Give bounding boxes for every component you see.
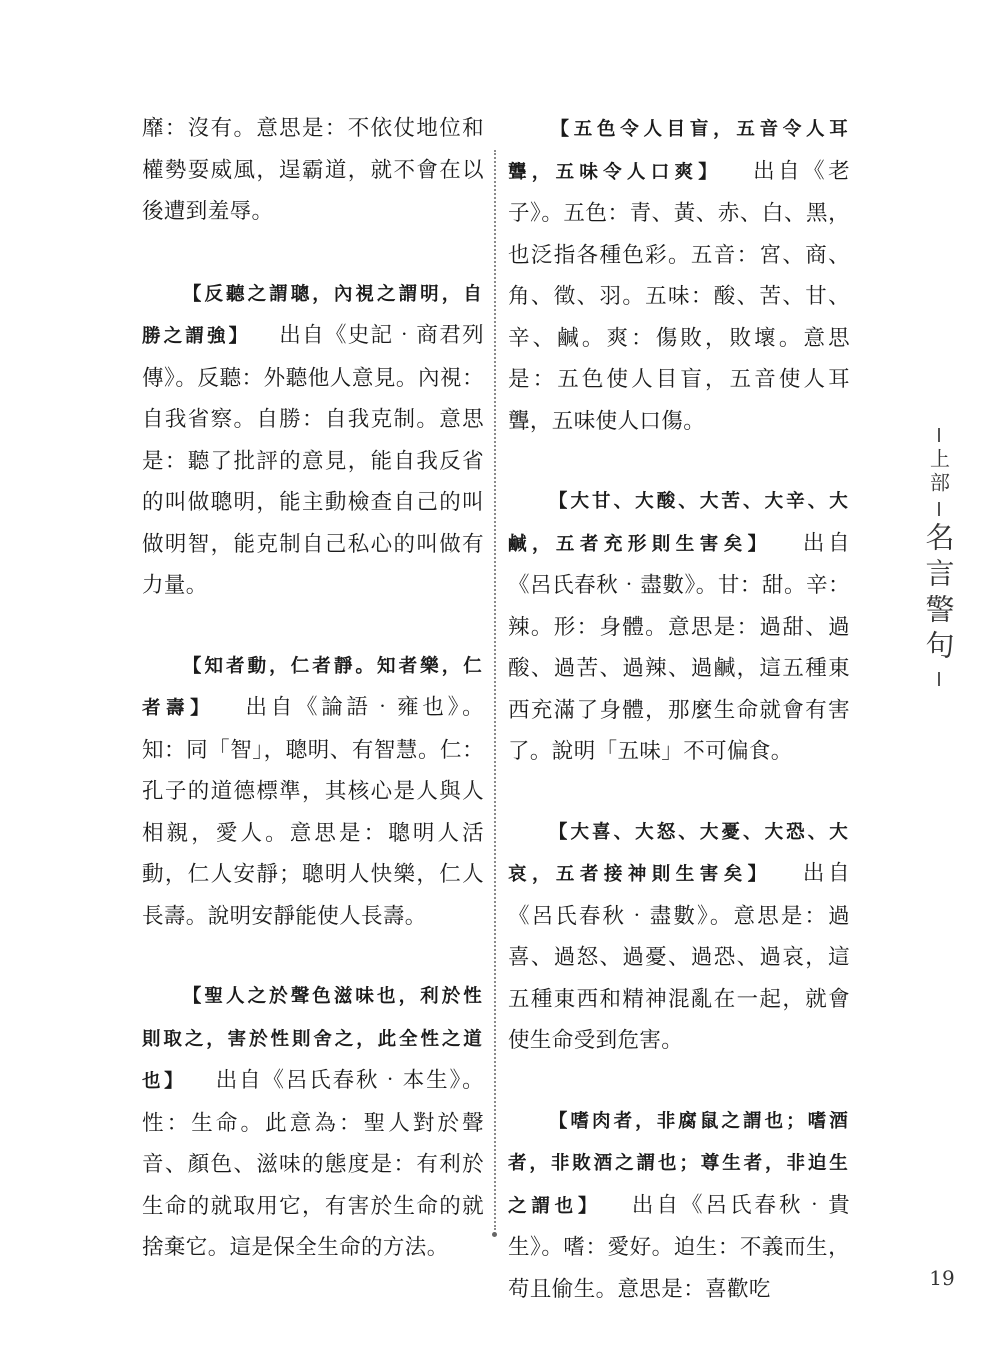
- paragraph-text: 出自《史記‧商君列傳》。反聽：外聽他人意見。內視：自我省察。自勝：自我克制。意思是：聽了批評的意見，能自我反省的叫做聰明，能主動檢查自己的叫做明智，能克制自己私心的叫做有力量。: [142, 323, 484, 598]
- running-header: [915, 428, 963, 686]
- paragraph: [508, 811, 850, 1062]
- paragraph-text: 出自《呂氏春秋‧貴生》。嗜：愛好。迫生：不義而生，苟且偷生。意思是：喜歡吃: [508, 1192, 850, 1302]
- section-label: 上部: [926, 448, 951, 496]
- paragraph-text: 出自《呂氏春秋‧盡數》。甘：甜。辛：辣。形：身體。意思是：過甜、過酸、過苦、過辣、過鹹，這五種東西充滿了身體，那麼生命就會有害了。說明「五味」不可偏食。: [508, 530, 850, 764]
- section-title: 名言警句: [921, 522, 956, 666]
- quote-heading: 【反聽之謂聰，內視之謂明，自勝之謂強】: [142, 283, 484, 347]
- paragraph-text: 出自《呂氏春秋‧本生》。性：生命。此意為：聖人對於聲音、顏色、滋味的態度是：有利於生命的就取用它，有害於生命的就捨棄它。這是保全生命的方法。: [142, 1068, 484, 1260]
- quote-heading: 【五色令人目盲，五音令人耳聾，五味令人口爽】: [508, 119, 850, 183]
- header-rule: [938, 428, 940, 442]
- paragraph-text: 出自《老子》。五色：青、黃、赤、白、黑，也泛指各種色彩。五音：宮、商、角、徵、羽。五味：酸、苦、甘、辛、鹹。爽：傷敗，敗壞。意思是：五色使人目盲，五音使人耳聾，五味使人口傷。: [508, 158, 850, 434]
- header-rule: [938, 672, 940, 686]
- paragraph: [142, 645, 484, 938]
- left-column: [142, 108, 484, 1307]
- quote-heading: 【聖人之於聲色滋味也，利於性則取之，害於性則舍之，此全性之道也】: [142, 986, 484, 1092]
- divider-dot: [492, 1232, 497, 1237]
- page-number: 19: [929, 1266, 955, 1290]
- paragraph: [142, 975, 484, 1269]
- quote-heading: 【大喜、大怒、大憂、大恐、大哀，五者接神則生害矣】: [508, 821, 850, 885]
- quote-heading: 【知者動，仁者靜。知者樂，仁者壽】: [142, 655, 484, 719]
- paragraph-text: 出自《呂氏春秋‧盡數》。意思是：過喜、過怒、過憂、過恐、過哀，這五種東西和精神混亂在一起，就會使生命受到危害。: [508, 861, 850, 1053]
- paragraph: [508, 108, 850, 442]
- paragraph: [142, 108, 484, 233]
- paragraph-text: 出自《論語‧雍也》。知：同「智」，聰明、有智慧。仁：孔子的道德標準，其核心是人與人相親，愛人。意思是：聰明人活動，仁人安靜；聰明人快樂，仁人長壽。說明安靜能使人長壽。: [142, 695, 484, 929]
- column-divider: [494, 150, 496, 1230]
- quote-heading: 【大甘、大酸、大苦、大辛、大鹹，五者充形則生害矣】: [508, 491, 850, 555]
- right-column: [508, 108, 850, 1348]
- paragraph: [508, 1100, 850, 1311]
- paragraph-text: 靡：沒有。意思是：不依仗地位和權勢耍威風，逞霸道，就不會在以後遭到羞辱。: [142, 116, 484, 224]
- quote-heading: 【嗜肉者，非腐鼠之謂也；嗜酒者，非敗酒之謂也；尊生者，非迫生之謂也】: [508, 1110, 850, 1217]
- paragraph: [142, 273, 484, 607]
- paragraph: [508, 480, 850, 773]
- header-rule: [938, 502, 940, 516]
